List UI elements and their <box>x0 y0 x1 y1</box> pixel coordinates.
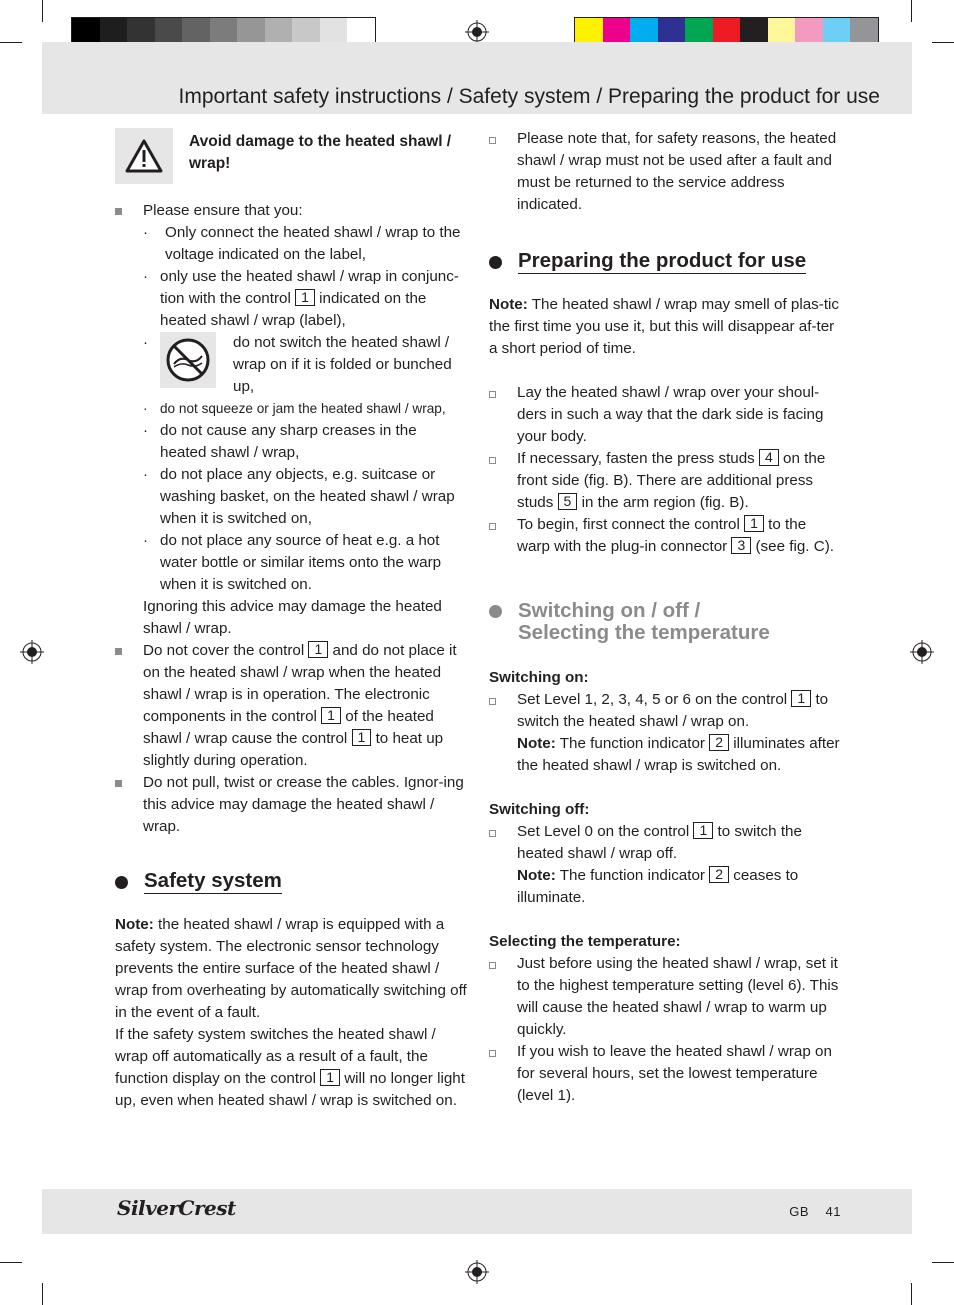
list-item: To begin, first connect the control 1 to the warp with the plug-in connector 3 (see fig. C). <box>489 514 841 558</box>
safety-note: Note: the heated shawl / wrap is equipped with a safety system. The electronic sensor technology prevents the entire surface of the heated shawl / wrap from overheating by automatically switching off in the event of a fault. <box>115 916 467 1021</box>
ref-number: 2 <box>709 734 729 751</box>
ref-number: 1 <box>321 707 341 724</box>
registration-mark-icon <box>20 640 44 664</box>
subheading-switching-off: Switching off: <box>489 801 590 818</box>
checkbox-bullet-icon <box>489 391 496 398</box>
ref-number: 2 <box>709 866 729 883</box>
sub-item: · do not place any source of heat e.g. a hot water bottle or similar items onto the warp when it is switched on. <box>143 532 442 593</box>
list-item: Do not pull, twist or crease the cables. Ignor-ing this advice may damage the heated shawl / wrap. <box>115 772 467 838</box>
ensure-intro: Please ensure that you: <box>143 202 303 219</box>
sub-item: · only use the heated shawl / wrap in conjunc-tion with the control 1 indicated on the heated shawl / wrap (label), <box>143 268 459 329</box>
section-heading-preparing: Preparing the product for use <box>489 250 841 274</box>
ignoring-advice: Ignoring this advice may damage the heated shawl / wrap. <box>143 598 442 637</box>
ref-number: 1 <box>295 289 315 306</box>
ref-number: 1 <box>352 729 372 746</box>
checkbox-bullet-icon <box>489 137 496 144</box>
list-item <box>115 200 467 640</box>
ref-number: 1 <box>744 515 764 532</box>
page-title: Important safety instructions / Safety system / Preparing the product for use <box>178 85 880 108</box>
checkbox-bullet-icon <box>489 698 496 705</box>
section-heading-switching: Switching on / off / Selecting the temperature <box>489 600 841 645</box>
no-folding-icon <box>160 332 216 388</box>
ref-number: 1 <box>320 1069 340 1086</box>
list-item: Just before using the heated shawl / wrap, set it to the highest temperature setting (level 6). This will cause the heated shawl / wrap to warm up quickly. <box>489 953 841 1041</box>
sub-item: · Only connect the heated shawl / wrap to the voltage indicated on the label, <box>143 224 461 263</box>
registration-mark-icon <box>910 640 934 664</box>
ref-number: 1 <box>791 690 811 707</box>
square-bullet-icon <box>115 648 122 655</box>
safety-paragraph: If the safety system switches the heated shawl / wrap off automatically as a result of a fault, the function display on the control 1 will no longer light up, even when heated shawl / wrap is switched on. <box>115 1026 465 1109</box>
list-item: If you wish to leave the heated shawl / wrap on for several hours, set the lowest temperature (level 1). <box>489 1041 841 1107</box>
crop-mark <box>911 1283 912 1305</box>
list-item: Please note that, for safety reasons, the heated shawl / wrap must not be used after a fault and must be returned to the service address indicated. <box>489 128 841 216</box>
subheading-temperature: Selecting the temperature: <box>489 933 681 950</box>
warning-triangle-icon <box>115 128 173 184</box>
round-bullet-icon <box>489 256 502 269</box>
crop-mark <box>0 1262 22 1263</box>
right-column <box>489 128 841 1107</box>
sub-item: · do not place any objects, e.g. suitcase or washing basket, on the heated shawl / wrap when it is switched on, <box>143 466 455 527</box>
sub-item: · do not squeeze or jam the heated shawl / wrap, <box>143 401 446 416</box>
sub-item: · do not switch the heated shawl / wrap on if it is folded or bunched up, <box>143 334 452 395</box>
checkbox-bullet-icon <box>489 962 496 969</box>
warning-box <box>115 128 467 184</box>
checkbox-bullet-icon <box>489 1050 496 1057</box>
list-item: Set Level 0 on the control 1 to switch the heated shawl / wrap off. Note: The function indicator 2 ceases to illuminate. <box>489 821 841 909</box>
sub-item: · do not cause any sharp creases in the heated shawl / wrap, <box>143 422 417 461</box>
warning-title: Avoid damage to the heated shawl / wrap! <box>189 133 452 172</box>
ref-number: 4 <box>759 449 779 466</box>
square-bullet-icon <box>115 780 122 787</box>
brand-logo: SilverCrest <box>117 1196 236 1220</box>
page-number: GB 41 <box>789 1204 841 1219</box>
registration-mark-icon <box>465 1260 489 1284</box>
ref-number: 1 <box>308 641 328 658</box>
square-bullet-icon <box>115 208 122 215</box>
ref-number: 1 <box>693 822 713 839</box>
crop-mark <box>932 1262 954 1263</box>
list-item: Do not cover the control 1 and do not place it on the heated shawl / wrap when the heated shawl / wrap is in operation. The electronic components in the control 1 of the heated shawl / wrap cause the control 1 to heat up slightly during operation. <box>115 640 467 772</box>
list-item: Set Level 1, 2, 3, 4, 5 or 6 on the control 1 to switch the heated shawl / wrap on. Note: The function indicator 2 illuminates after the heated shawl / wrap is switched on. <box>489 689 841 777</box>
section-heading-safety: Safety system <box>115 870 467 894</box>
left-column <box>115 128 467 1112</box>
crop-mark <box>42 0 43 22</box>
checkbox-bullet-icon <box>489 457 496 464</box>
checkbox-bullet-icon <box>489 523 496 530</box>
crop-mark <box>932 42 954 43</box>
registration-mark-icon <box>465 20 489 44</box>
crop-mark <box>911 0 912 22</box>
crop-mark <box>0 42 22 43</box>
round-bullet-icon <box>489 605 502 618</box>
checkbox-bullet-icon <box>489 830 496 837</box>
subheading-switching-on: Switching on: <box>489 669 589 686</box>
list-item: If necessary, fasten the press studs 4 on the front side (fig. B). There are additional press studs 5 in the arm region (fig. B). <box>489 448 841 514</box>
prep-note: Note: The heated shawl / wrap may smell of plas-tic the first time you use it, but this will disappear af-ter a short period of time. <box>489 296 840 357</box>
crop-mark <box>42 1283 43 1305</box>
ref-number: 3 <box>731 537 751 554</box>
ref-number: 5 <box>558 493 578 510</box>
round-bullet-icon <box>115 876 128 889</box>
list-item: Lay the heated shawl / wrap over your shoul-ders in such a way that the dark side is facing your body. <box>489 382 841 448</box>
